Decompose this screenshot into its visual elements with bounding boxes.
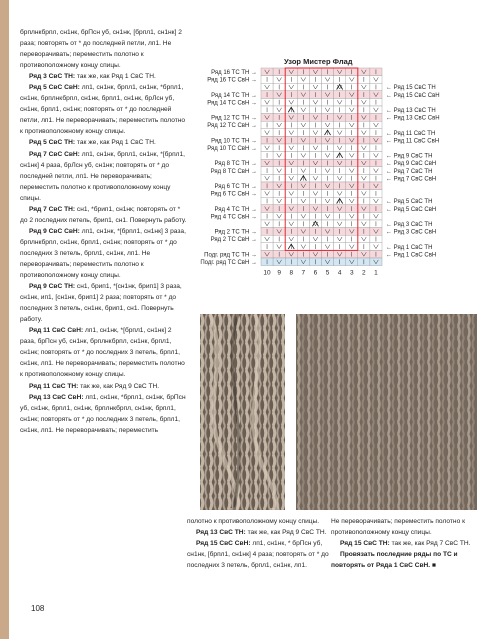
row-heading: Ряд 11 СвС ТН: [29, 382, 79, 390]
paragraph [187, 538, 329, 571]
row-label-right: ← Ряд 1 СвС СвН [386, 252, 437, 259]
chart-cell [322, 152, 334, 160]
row-label-left: Ряд 16 ТС СвН → [207, 77, 257, 84]
row-heading: Ряд 9 СвС СвН: [29, 227, 80, 235]
row-label-right: ← Ряд 7 СвС ТН [386, 168, 433, 175]
row-heading: Ряд 7 СвС ТН: [29, 205, 76, 213]
chart-cell [309, 83, 321, 91]
chart-cell [261, 174, 273, 182]
row-label-right: ← Ряд 9 СвС СвН [386, 161, 437, 168]
row-instructions: лп1, сн1нк, брпл1, сн1нк, *[брпл1, сн1нк] 4 раза, брЛсн уб, сн1нк; повторять от * до последней петли, лп1. Не переворачивать; переместить полотно к противоположному концу спицы. [20, 150, 185, 202]
chart-cell [322, 182, 334, 190]
chart-cell [261, 129, 273, 137]
chart-cell [346, 106, 358, 114]
chart-cell [309, 68, 321, 76]
chart-cell [370, 228, 382, 236]
row-label-left: Ряд 12 ТС СвН → [207, 123, 257, 130]
chart-cell [358, 235, 370, 243]
row-instructions: лп1, сн1нк, *[брпл1, сн1нк] 2 раза, брПсн уб, сн1нк, брплнкбрпл, сн1нк, брпл1, сн1нк; повторять от * до последних 3 петель, брпл1, сн1нк, лп1. Не переворачивать; переместить полотно к противоположному концу спицы. [20, 327, 185, 379]
chart-cell [285, 250, 297, 258]
row-label-left: Ряд 4 ТС СвН → [210, 214, 257, 221]
chart-cell [358, 205, 370, 213]
chart-cell [346, 258, 358, 266]
chart-cell [334, 159, 346, 167]
row-heading: Ряд 9 СвС ТН: [29, 283, 76, 291]
row-heading: Ряд 15 СвС ТН: [340, 540, 390, 548]
chart-cell [322, 76, 334, 84]
chart-cell [322, 121, 334, 129]
chart-cell [346, 76, 358, 84]
row-instructions: полотно к противоположному концу спицы. [187, 518, 320, 525]
row-label-left: Подг. ряд ТС СвН → [200, 260, 257, 266]
chart-cell [273, 197, 285, 205]
paragraph [187, 527, 329, 538]
column-number: 6 [313, 269, 318, 277]
chart-cell [285, 190, 297, 198]
chart-cell [273, 121, 285, 129]
chart-cell [322, 197, 334, 205]
row-heading: Ряд 3 СвС ТН: [29, 73, 76, 81]
chart-cell [285, 174, 297, 182]
chart-cell [297, 106, 309, 114]
chart-cell [358, 190, 370, 198]
chart-cell [370, 121, 382, 129]
chart-cell [285, 83, 297, 91]
chart-cell [334, 235, 346, 243]
row-label-left: Ряд 4 ТС ТН → [214, 206, 257, 213]
chart-cell [309, 235, 321, 243]
chart-cell [346, 197, 358, 205]
chart-cell [273, 91, 285, 99]
chart-cell [370, 197, 382, 205]
chart-cell [297, 91, 309, 99]
chart-cell [322, 167, 334, 175]
chart-cell [358, 174, 370, 182]
chart-cell [346, 167, 358, 175]
chart-cell [334, 114, 346, 122]
row-label-right: ← Ряд 5 СвС СвН [386, 206, 437, 213]
chart-cell [370, 182, 382, 190]
chart-cell [358, 220, 370, 228]
column-number: 1 [374, 269, 378, 277]
chart-cell [358, 159, 370, 167]
chart-cell [322, 106, 334, 114]
chart-cell [370, 167, 382, 175]
chart-cell [285, 159, 297, 167]
chart-cell [309, 144, 321, 152]
chart-cell [370, 243, 382, 251]
chart-cell [334, 98, 346, 106]
chart-cell [334, 190, 346, 198]
chart-cell [285, 144, 297, 152]
row-label-left: Подг. ряд ТС ТН → [204, 252, 257, 259]
chart-cell [285, 68, 297, 76]
chart-cell [346, 121, 358, 129]
paragraph [331, 549, 476, 571]
row-heading: Провязать последние ряды по ТС и повторять от Ряда 1 СвС СвН. ■ [331, 551, 458, 570]
row-label-left: Ряд 2 ТС ТН → [214, 229, 257, 236]
chart-cell [273, 136, 285, 144]
stitch-chart [0, 0, 492, 300]
chart-cell [358, 83, 370, 91]
chart-cell [358, 250, 370, 258]
chart-cell [261, 144, 273, 152]
row-label-right: ← Ряд 3 СвС ТН [386, 222, 433, 228]
chart-cell [358, 68, 370, 76]
chart-cell [297, 182, 309, 190]
row-label-right: ← Ряд 3 СвС СвН [386, 229, 437, 236]
row-label-right: ← Ряд 5 СвС ТН [386, 199, 433, 206]
row-heading: Ряд 15 СвС СвН: [196, 540, 251, 548]
chart-cell [322, 212, 334, 220]
row-label-right: ← Ряд 11 СвС ТН [386, 130, 436, 137]
row-label-right: ← Ряд 9 СвС ТН [386, 153, 433, 160]
chart-cell [322, 91, 334, 99]
chart-cell [273, 182, 285, 190]
chart-cell [261, 205, 273, 213]
chart-cell [297, 121, 309, 129]
row-label-right: ← Ряд 11 СвС СвН [386, 138, 440, 145]
row-heading: Ряд 5 СвС СвН: [29, 84, 80, 92]
chart-cell [297, 76, 309, 84]
chart-cell [346, 91, 358, 99]
chart-cell [273, 167, 285, 175]
chart-cell [273, 228, 285, 236]
chart-cell [297, 228, 309, 236]
text-column-right [331, 516, 476, 571]
chart-cell [309, 205, 321, 213]
chart-cell [370, 106, 382, 114]
chart-cell [285, 98, 297, 106]
chart-cell [261, 220, 273, 228]
chart-cell [334, 174, 346, 182]
chart-cell [346, 182, 358, 190]
chart-cell [322, 136, 334, 144]
chart-cell [322, 243, 334, 251]
row-heading: Ряд 5 СвС ТН: [29, 139, 76, 147]
column-number: 5 [325, 269, 330, 277]
chart-cell [285, 114, 297, 122]
row-instructions: лп1, сн1нк, * брПсн уб, сн1нк, [брпл1, сн1нк] 4 раза; повторять от * до последних 3 петель, брпл1, сн1нк, лп1. [187, 540, 329, 570]
chart-cell [273, 152, 285, 160]
row-instructions: лп1, сн1нк, *брпл1, сн1нк, брПсн уб, сн1нк, брпл1, сн1нк, брплнкбрпл, сн1нк, брпл1, сн1нк; повторять от * до последних 3 петель, брпл1, сн1нк, лп1. Не переворачивать; переместить [20, 393, 186, 434]
chart-cell [309, 174, 321, 182]
chart-cell [261, 83, 273, 91]
row-label-left: Ряд 10 ТС СвН → [207, 146, 257, 152]
row-instructions: брплнкбрпл, сн1нк, брПсн уб, сн1нк, [брпл1, сн1нк] 2 раза; повторять от * до последней петли, лп1. Не переворачивать; переместить полотно к противоположному концу спицы. [20, 29, 182, 70]
row-label-left: Ряд 14 ТС СвН → [207, 100, 257, 107]
row-label-left: Ряд 14 ТС ТН → [211, 92, 257, 99]
row-label-left: Ряд 12 ТС ТН → [211, 115, 257, 122]
page-number: 108 [31, 604, 45, 613]
chart-cell [370, 91, 382, 99]
chart-cell [261, 114, 273, 122]
row-instructions: сн1, брип1, *[сн1нк, брип1] 3 раза, сн1нк, ип1, [сн1нк, брип1] 2 раза; повторять от * до последних 3 петель, сн1нк, брип1, сн1. Повернуть работу. [20, 283, 182, 324]
text-column-middle [187, 516, 329, 571]
row-label-left: Ряд 6 ТС ТН → [214, 184, 257, 190]
row-heading: Ряд 7 СвС СвН: [29, 150, 80, 158]
row-instructions: лп1, сн1нк, *[брпл1, сн1нк] 3 раза, брплнкбрпл, сн1нк, брпл1, сн1нк; повторять от * до последних 3 петель, брпл1, сн1нк, лп1. Не переворачивать; переместить полотно к противоположному концу спицы. [20, 227, 186, 280]
chart-cell [273, 258, 285, 266]
chart-cell [334, 144, 346, 152]
chart-cell [309, 250, 321, 258]
chart-cell [273, 76, 285, 84]
chart-cell [273, 106, 285, 114]
chart-cell [261, 190, 273, 198]
chart-cell [370, 212, 382, 220]
paragraph [20, 392, 188, 436]
paragraph [331, 538, 476, 549]
chart-cell [309, 98, 321, 106]
chart-cell [285, 220, 297, 228]
chart-cell [370, 258, 382, 266]
row-label-right: ← Ряд 7 СвС СвН [386, 176, 437, 183]
row-instructions: так же, как Ряд 1 СвС ТН. [75, 73, 156, 81]
paragraph [187, 516, 329, 527]
chart-cell [334, 250, 346, 258]
row-label-left: Ряд 8 ТС СвН → [210, 168, 257, 175]
column-number: 10 [263, 269, 271, 277]
chart-cell [346, 212, 358, 220]
chart-cell [346, 243, 358, 251]
column-number: 3 [349, 269, 354, 277]
chart-title: Узор Мистер Флад [284, 57, 353, 66]
knit-sample-photo-back [296, 314, 477, 510]
chart-cell [358, 129, 370, 137]
chart-cell [261, 68, 273, 76]
row-instructions: так же, как Ряд 9 СвС ТН. [245, 529, 327, 537]
chart-cell [370, 152, 382, 160]
chart-cell [273, 212, 285, 220]
row-heading: Ряд 13 СвС СвН: [29, 393, 84, 401]
chart-cell [297, 197, 309, 205]
row-label-left: Ряд 8 ТС ТН → [214, 161, 257, 168]
row-instructions: так же, как Ряд 7 СвС ТН. [389, 540, 471, 548]
chart-cell [322, 228, 334, 236]
row-label-right: ← Ряд 13 СвС СвН [386, 115, 440, 122]
column-number: 8 [289, 269, 294, 277]
chart-cell [261, 98, 273, 106]
chart-cell [285, 235, 297, 243]
chart-cell [358, 98, 370, 106]
row-label-right: ← Ряд 15 СвС СвН [386, 92, 440, 99]
row-instructions: лп1, сн1нк, брпл1, сн1нк, *брпл1, сн1нк, брплнкбрпл, сн1нк, брпл1, сн1нк, брЛсн уб, сн1нк, брпл1, сн1нк; повторять от * до последней петли, лп1. Не переворачивать; переместить полотно к противоположному концу спицы. [20, 84, 186, 136]
paragraph [20, 381, 188, 392]
column-number: 9 [277, 269, 281, 277]
row-label-left: Ряд 10 ТС ТН → [211, 138, 257, 145]
chart-cell [285, 129, 297, 137]
chart-cell [334, 205, 346, 213]
row-instructions: так же, как Ряд 1 СвС ТН. [75, 139, 156, 147]
chart-cell [309, 129, 321, 137]
chart-cell [346, 228, 358, 236]
column-number: 7 [301, 269, 306, 277]
row-label-right: ← Ряд 13 СвС ТН [386, 108, 436, 114]
chart-cell [297, 136, 309, 144]
chart-cell [346, 136, 358, 144]
row-heading: Ряд 13 СвС ТН: [196, 529, 246, 537]
chart-cell [309, 114, 321, 122]
chart-cell [334, 220, 346, 228]
chart-cell [309, 159, 321, 167]
chart-cell [358, 114, 370, 122]
row-instructions: сн1, *брип1, сн1нк; повторять от * до 2 последних петель, брип1, сн1. Повернуть работу. [20, 205, 187, 224]
chart-cell [273, 243, 285, 251]
chart-cell [285, 205, 297, 213]
paragraph [331, 516, 476, 538]
chart-cell [370, 76, 382, 84]
row-instructions: Не переворачивать; переместить полотно к противоположному концу спицы. [331, 518, 465, 537]
row-label-left: Ряд 6 ТС СвН → [210, 191, 257, 198]
row-label-right: ← Ряд 1 СвС ТН [386, 244, 433, 251]
chart-cell [309, 190, 321, 198]
row-label-left: Ряд 16 ТС ТН → [211, 70, 257, 76]
row-label-left: Ряд 2 ТС СвН → [210, 237, 257, 244]
chart-cell [358, 144, 370, 152]
column-number: 2 [362, 269, 366, 277]
chart-cell [261, 250, 273, 258]
paragraph [20, 325, 188, 380]
column-number: 4 [337, 269, 342, 277]
chart-cell [297, 152, 309, 160]
row-heading: Ряд 11 СвС СвН: [29, 327, 84, 335]
chart-cell [261, 235, 273, 243]
chart-cell [297, 167, 309, 175]
chart-cell [297, 212, 309, 220]
chart-cell [334, 129, 346, 137]
chart-cell [297, 243, 309, 251]
row-instructions: так же, как Ряд 9 СвС ТН. [78, 382, 160, 390]
chart-cell [370, 136, 382, 144]
chart-cell [261, 159, 273, 167]
row-label-right: ← Ряд 15 СвС ТН [386, 85, 436, 92]
chart-cell [297, 258, 309, 266]
chart-cell [346, 152, 358, 160]
chart-cell [322, 258, 334, 266]
knit-sample-photo-front [200, 314, 285, 510]
chart-cell [334, 68, 346, 76]
